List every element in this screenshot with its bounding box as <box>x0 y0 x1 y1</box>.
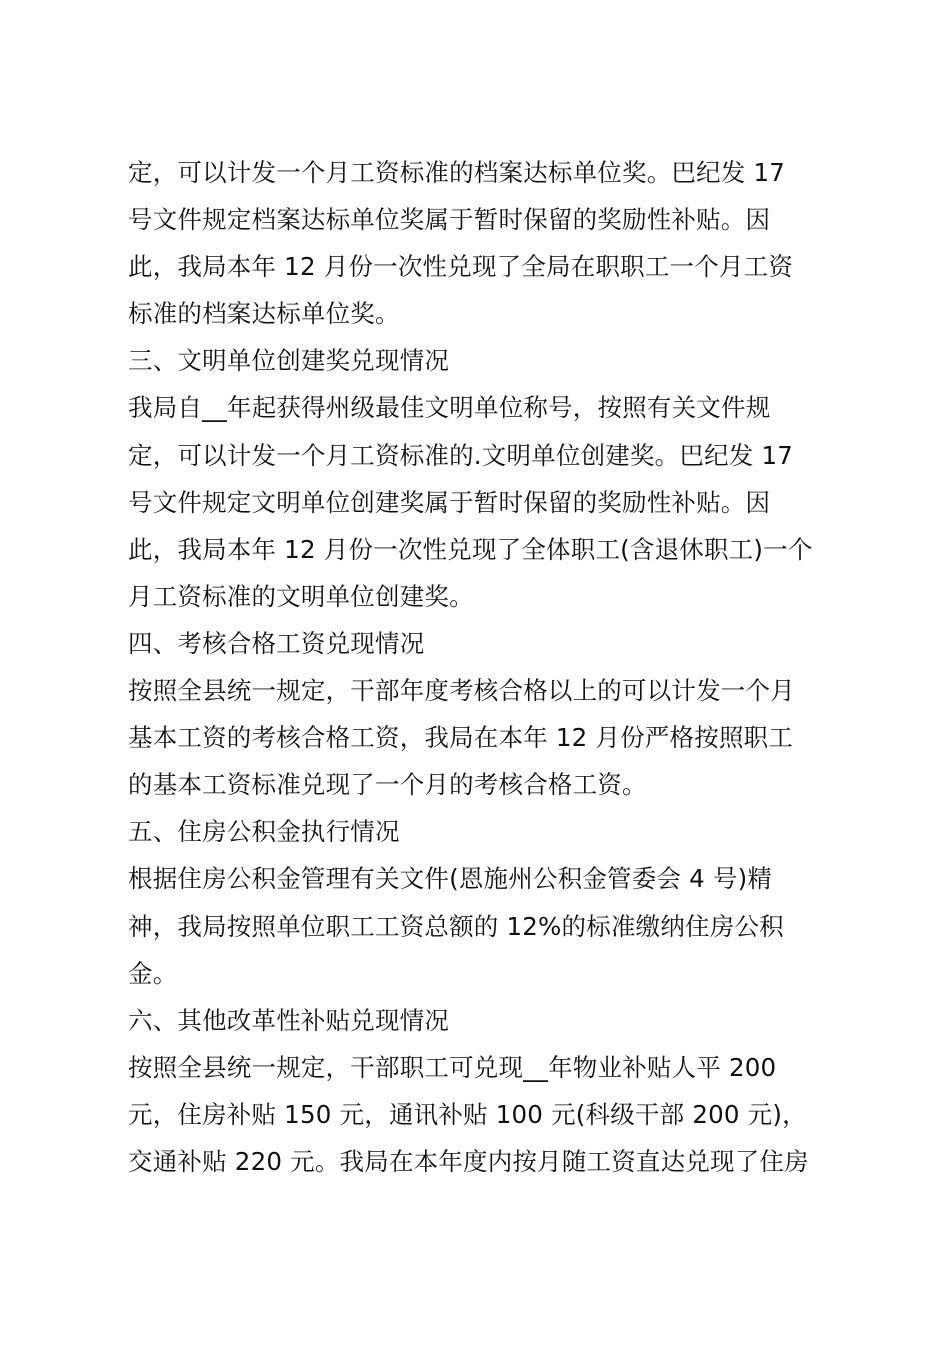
text-line: 交通补贴 220 元。我局在本年度内按月随工资直达兑现了住房 <box>128 1146 809 1176</box>
text-line: 定，可以计发一个月工资标准的档案达标单位奖。巴纪发 17 <box>128 158 786 187</box>
text-line: 元，住房补贴 150 元，通讯补贴 100 元(科级干部 200 元)， <box>128 1099 807 1129</box>
text-line: 号文件规定文明单位创建奖属于暂时保留的奖励性补贴。因 <box>128 487 771 517</box>
document-body <box>128 149 848 1185</box>
section-heading: 四、考核合格工资兑现情况 <box>128 628 425 658</box>
text-line: 标准的档案达标单位奖。 <box>128 299 400 329</box>
text-line: 此，我局本年 12 月份一次性兑现了全局在职职工一个月工资 <box>128 252 794 282</box>
text-line: 基本工资的考核合格工资，我局在本年 12 月份严格按照职工 <box>128 723 794 753</box>
text-line: 号文件规定档案达标单位奖属于暂时保留的奖励性补贴。因 <box>128 205 771 235</box>
text-line: 月工资标准的文明单位创建奖。 <box>128 581 474 611</box>
section-heading: 六、其他改革性补贴兑现情况 <box>128 1005 450 1035</box>
text-line: 我局自__年起获得州级最佳文明单位称号，按照有关文件规 <box>128 393 771 423</box>
text-line: 此，我局本年 12 月份一次性兑现了全体职工(含退休职工)一个 <box>128 534 813 564</box>
section-heading: 五、住房公积金执行情况 <box>128 817 400 847</box>
text-line: 定，可以计发一个月工资标准的.文明单位创建奖。巴纪发 17 <box>128 440 794 470</box>
text-line: 按照全县统一规定，干部年度考核合格以上的可以计发一个月 <box>128 676 795 706</box>
text-line: 根据住房公积金管理有关文件(恩施州公积金管委会 4 号)精 <box>128 864 773 894</box>
text-line: 神，我局按照单位职工工资总额的 12%的标准缴纳住房公积 <box>128 911 784 941</box>
text-line: 的基本工资标准兑现了一个月的考核合格工资。 <box>128 770 647 800</box>
text-line: 按照全县统一规定，干部职工可兑现__年物业补贴人平 200 <box>128 1052 777 1082</box>
section-heading: 三、文明单位创建奖兑现情况 <box>128 346 450 376</box>
text-line: 金。 <box>128 958 178 988</box>
